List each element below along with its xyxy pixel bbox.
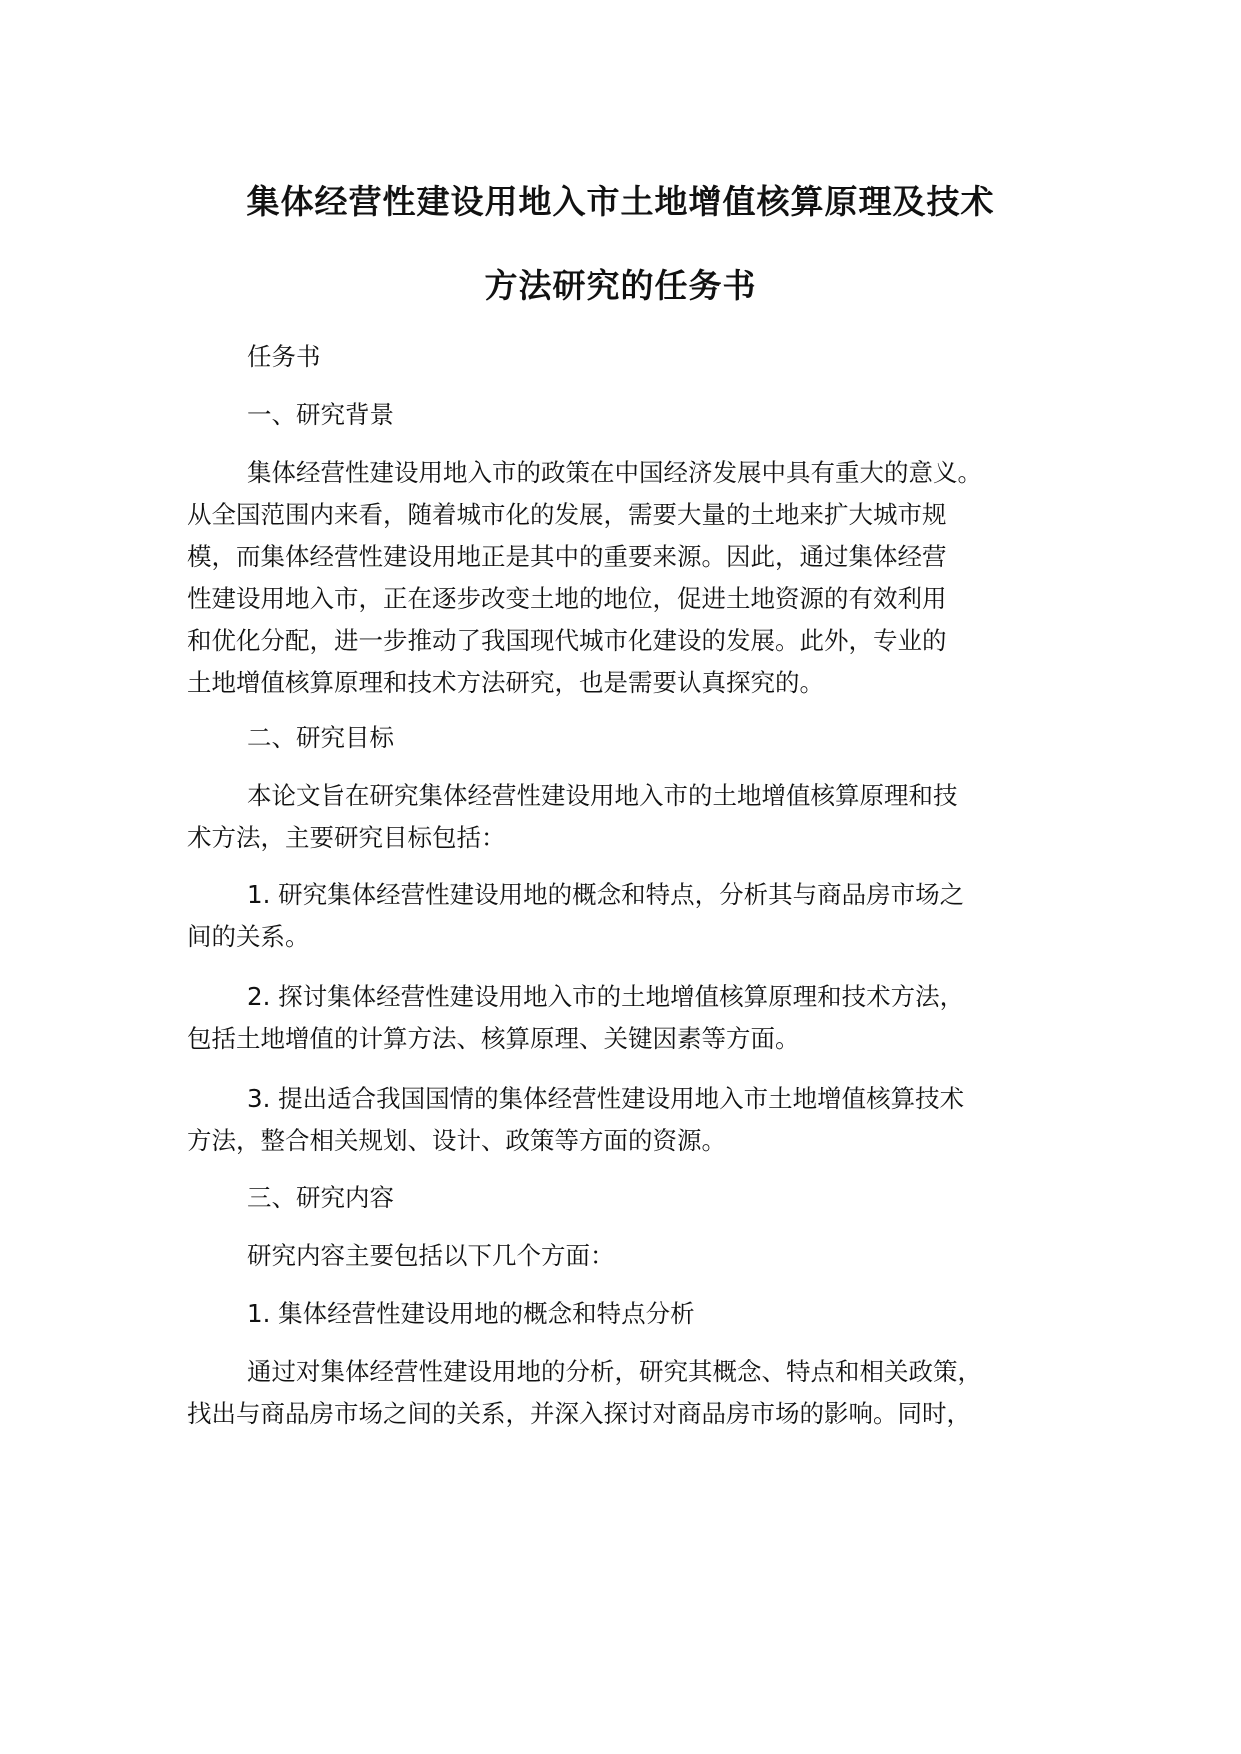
paragraph-line: 术方法，主要研究目标包括：	[187, 823, 506, 852]
document-title-line-1: 集体经营性建设用地入市土地增值核算原理及技术	[246, 182, 995, 221]
list-item-line: 1. 研究集体经营性建设用地的概念和特点，分析其与商品房市场之	[247, 880, 965, 909]
paragraph-line: 土地增值核算原理和技术方法研究，也是需要认真探究的。	[187, 668, 824, 697]
section-heading-background: 一、研究背景	[247, 400, 394, 429]
paragraph-line: 通过对集体经营性建设用地的分析，研究其概念、特点和相关政策，	[247, 1357, 982, 1386]
section-heading-content: 三、研究内容	[247, 1183, 394, 1212]
section-label-task-book: 任务书	[247, 342, 321, 371]
paragraph-line: 集体经营性建设用地入市的政策在中国经济发展中具有重大的意义。	[247, 458, 982, 487]
paragraph-line: 模，而集体经营性建设用地正是其中的重要来源。因此，通过集体经营	[187, 542, 947, 571]
list-item-line: 2. 探讨集体经营性建设用地入市的土地增值核算原理和技术方法，	[247, 982, 965, 1011]
list-item-line: 3. 提出适合我国国情的集体经营性建设用地入市土地增值核算技术	[247, 1084, 965, 1113]
subheading-line: 1. 集体经营性建设用地的概念和特点分析	[247, 1299, 695, 1328]
paragraph-line: 性建设用地入市，正在逐步改变土地的地位，促进土地资源的有效利用	[187, 584, 947, 613]
section-heading-objectives: 二、研究目标	[247, 723, 394, 752]
document-title-line-2: 方法研究的任务书	[484, 266, 757, 305]
paragraph-line: 和优化分配，进一步推动了我国现代城市化建设的发展。此外，专业的	[187, 626, 947, 655]
paragraph-line: 研究内容主要包括以下几个方面：	[247, 1241, 615, 1270]
paragraph-line: 找出与商品房市场之间的关系，并深入探讨对商品房市场的影响。同时，	[187, 1399, 971, 1428]
list-item-line: 方法，整合相关规划、设计、政策等方面的资源。	[187, 1126, 726, 1155]
list-item-line: 间的关系。	[187, 922, 310, 951]
paragraph-line: 本论文旨在研究集体经营性建设用地入市的土地增值核算原理和技	[247, 781, 958, 810]
paragraph-line: 从全国范围内来看，随着城市化的发展，需要大量的土地来扩大城市规	[187, 500, 947, 529]
list-item-line: 包括土地增值的计算方法、核算原理、关键因素等方面。	[187, 1024, 800, 1053]
